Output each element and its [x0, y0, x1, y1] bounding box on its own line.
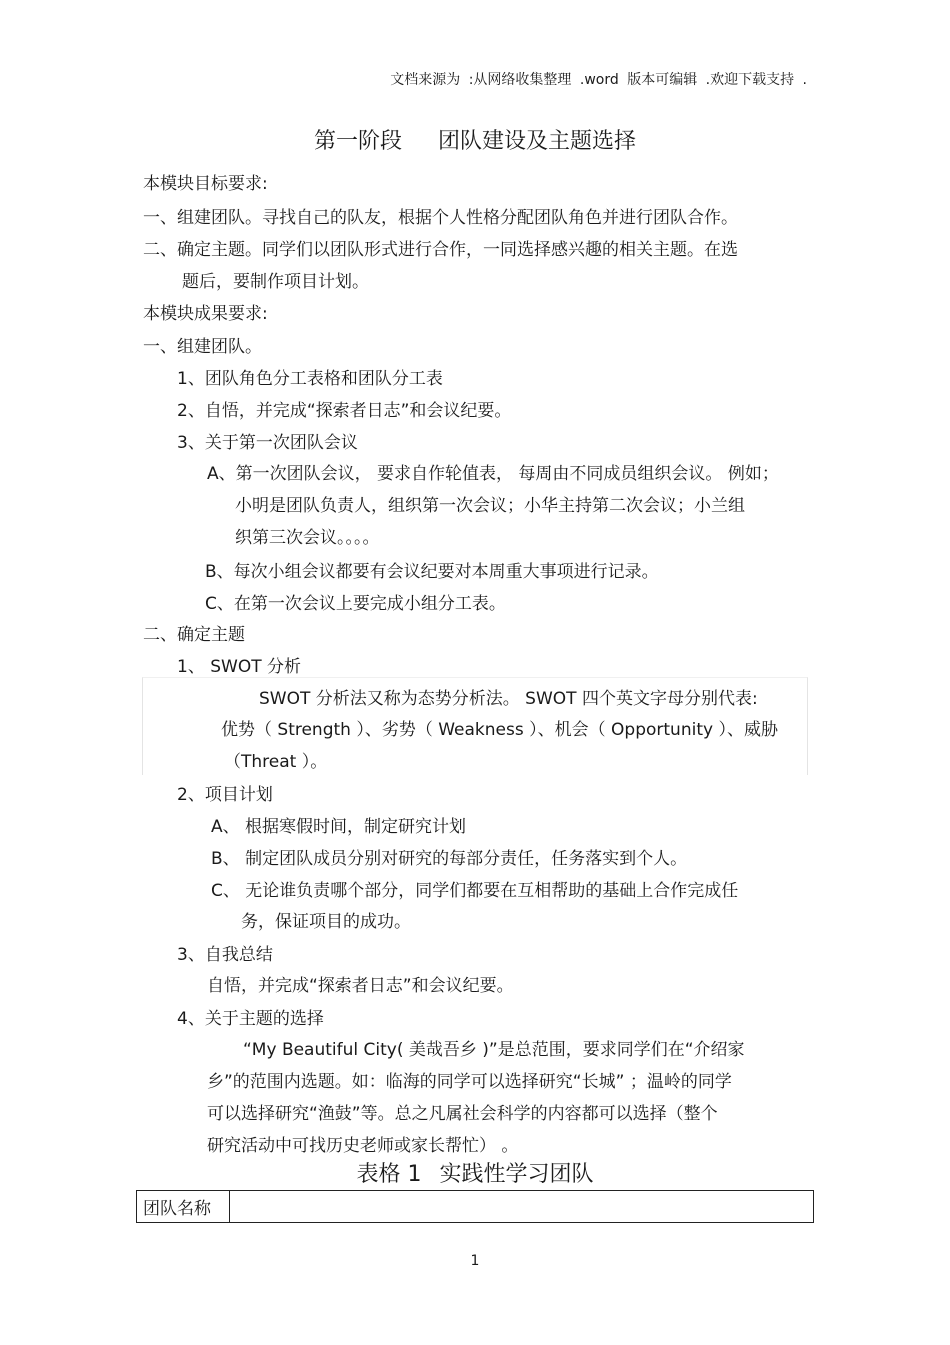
- team-table: [136, 1190, 814, 1223]
- swot-title: 1、 SWOT 分析: [177, 657, 301, 677]
- summary-text: 自悟，并完成“探索者日志”和会议纪要。: [207, 976, 514, 996]
- topic-title: 4、关于主题的选择: [177, 1009, 324, 1029]
- meeting-item-c: C、在第一次会议上要完成小组分工表。: [205, 594, 506, 614]
- page-number: 1: [470, 1253, 480, 1269]
- plan-item-b: B、 制定团队成员分别对研究的每部分责任，任务落实到个人。: [211, 849, 688, 869]
- table-row: [137, 1191, 814, 1223]
- table-caption: [0, 1160, 950, 1190]
- page-title: [0, 127, 950, 157]
- goal-item-2-cont: 题后，要制作项目计划。: [182, 272, 369, 292]
- section-1-item-3: 3、关于第一次团队会议: [177, 433, 358, 453]
- topic-line-1: “My Beautiful City( 美哉吾乡 )”是总范围，要求同学们在“介绍家: [243, 1040, 745, 1060]
- title-topic: 团队建设及主题选择: [438, 129, 637, 154]
- meeting-item-a: A、第一次团队会议， 要求自作轮值表， 每周由不同成员组织会议。 例如；: [207, 464, 779, 484]
- section-1-item-2: 2、自悟，并完成“探索者日志”和会议纪要。: [177, 401, 512, 421]
- table-caption-number: 1: [407, 1162, 422, 1187]
- swot-line-2: 优势（ Strength ）、劣势（ Weakness ）、机会（ Opportunity ）、威胁: [221, 720, 778, 740]
- plan-title: 2、项目计划: [177, 785, 273, 805]
- swot-line-3: （Threat ）。: [224, 752, 328, 772]
- section-2-heading: 二、确定主题: [143, 625, 245, 645]
- meeting-item-a-cont-1: 小明是团队负责人，组织第一次会议；小华主持第二次会议；小兰组: [235, 496, 745, 516]
- meeting-item-a-cont-2: 织第三次会议。。。。: [235, 528, 380, 548]
- results-heading: 本模块成果要求:: [143, 304, 268, 324]
- plan-item-c: C、 无论谁负责哪个部分，同学们都要在互相帮助的基础上合作完成任: [211, 881, 739, 901]
- swot-line-1: SWOT 分析法又称为态势分析法。 SWOT 四个英文字母分别代表:: [259, 689, 758, 709]
- section-1-item-1: 1、团队角色分工表格和团队分工表: [177, 369, 443, 389]
- table-caption-text: 实践性学习团队: [439, 1162, 594, 1187]
- document-source-header: 文档来源为 :从网络收集整理 .word 版本可编辑 .欢迎下载支持 .: [390, 72, 807, 88]
- topic-line-4: 研究活动中可找历史老师或家长帮忙） 。: [207, 1136, 519, 1156]
- team-name-cell[interactable]: [230, 1191, 814, 1223]
- title-stage: 第一阶段: [313, 129, 402, 154]
- goal-item-1: 一、组建团队。寻找自己的队友，根据个人性格分配团队角色并进行团队合作。: [143, 208, 738, 228]
- team-name-label: 团队名称: [137, 1191, 230, 1223]
- section-1-heading: 一、组建团队。: [143, 337, 262, 357]
- plan-item-a: A、 根据寒假时间，制定研究计划: [211, 817, 467, 837]
- summary-title: 3、自我总结: [177, 945, 273, 965]
- table-caption-prefix: 表格: [356, 1162, 401, 1187]
- meeting-item-b: B、每次小组会议都要有会议纪要对本周重大事项进行记录。: [205, 562, 659, 582]
- goal-item-2: 二、确定主题。同学们以团队形式进行合作，一同选择感兴趣的相关主题。在选: [143, 240, 738, 260]
- topic-line-2: 乡”的范围内选题。如：临海的同学可以选择研究“长城” ；温岭的同学: [207, 1072, 732, 1092]
- plan-item-c-cont: 务，保证项目的成功。: [241, 912, 411, 932]
- topic-line-3: 可以选择研究“渔鼓”等。总之凡属社会科学的内容都可以选择（整个: [207, 1104, 718, 1124]
- goals-heading: 本模块目标要求:: [143, 174, 268, 194]
